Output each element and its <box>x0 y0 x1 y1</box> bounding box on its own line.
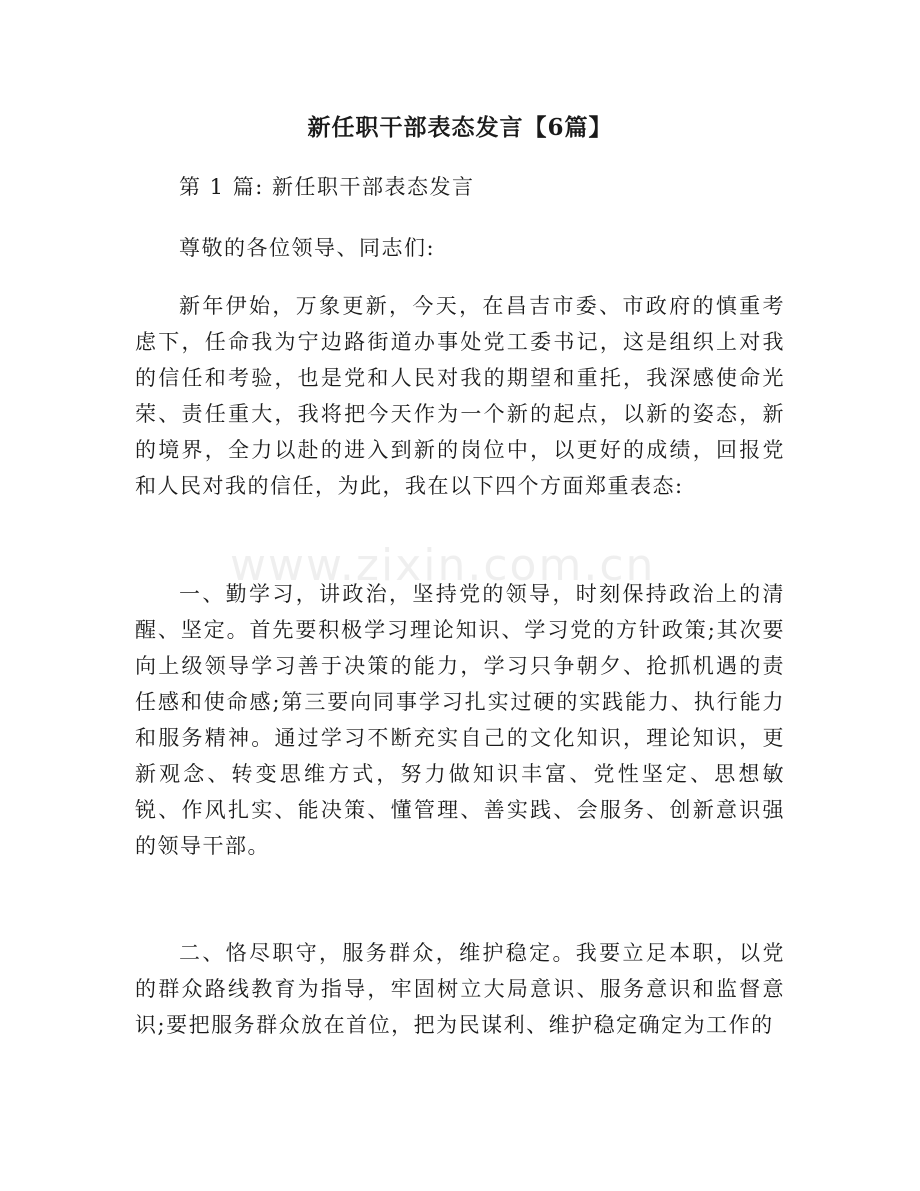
salutation-text: 尊敬的各位领导、同志们: <box>179 236 436 260</box>
paragraph-point-1 <box>135 576 785 864</box>
paragraph-text: 新年伊始，万象更新，今天，在昌吉市委、市政府的慎重考虑下，任命我为宁边路街道办事处党工委书记，这是组织上对我的信任和考验，也是党和人民对我的期望和重托，我深感使命光荣、责任重大，我将把今天作为一个新的起点，以新的姿态，新的境界，全力以赴的进入到新的岗位中，以更好的成绩，回报党和人民对我的信任，为此，我在以下四个方面郑重表态: <box>135 294 785 498</box>
paragraph-text: 一、勤学习，讲政治，坚持党的领导，时刻保持政治上的清醒、坚定。首先要积极学习理论知识、学习党的方针政策;其次要向上级领导学习善于决策的能力，学习只争朝夕、抢抓机遇的责任感和使命感;第三要向同事学习扎实过硬的实践能力、执行能力和服务精神。通过学习不断充实自己的文化知识，理论知识，更新观念、转变思维方式，努力做知识丰富、党性坚定、思想敏锐、作风扎实、能决策、懂管理、善实践、会服务、创新意识强的领导干部。 <box>135 582 785 858</box>
section-title <box>135 169 785 205</box>
paragraph-text: 二、恪尽职守，服务群众，维护稳定。我要立足本职，以党的群众路线教育为指导，牢固树立大局意识、服务意识和监督意识;要把服务群众放在首位，把为民谋利、维护稳定确定为工作的 <box>135 941 785 1037</box>
paragraph-intro <box>135 288 785 504</box>
document-title: 新任职干部表态发言【6篇】 <box>307 114 613 141</box>
paragraph-point-2 <box>135 935 785 1043</box>
salutation <box>135 230 785 266</box>
watermark: www.zixin.com.cn <box>230 540 656 591</box>
section-title-text: 第 1 篇: 新任职干部表态发言 <box>179 175 475 199</box>
